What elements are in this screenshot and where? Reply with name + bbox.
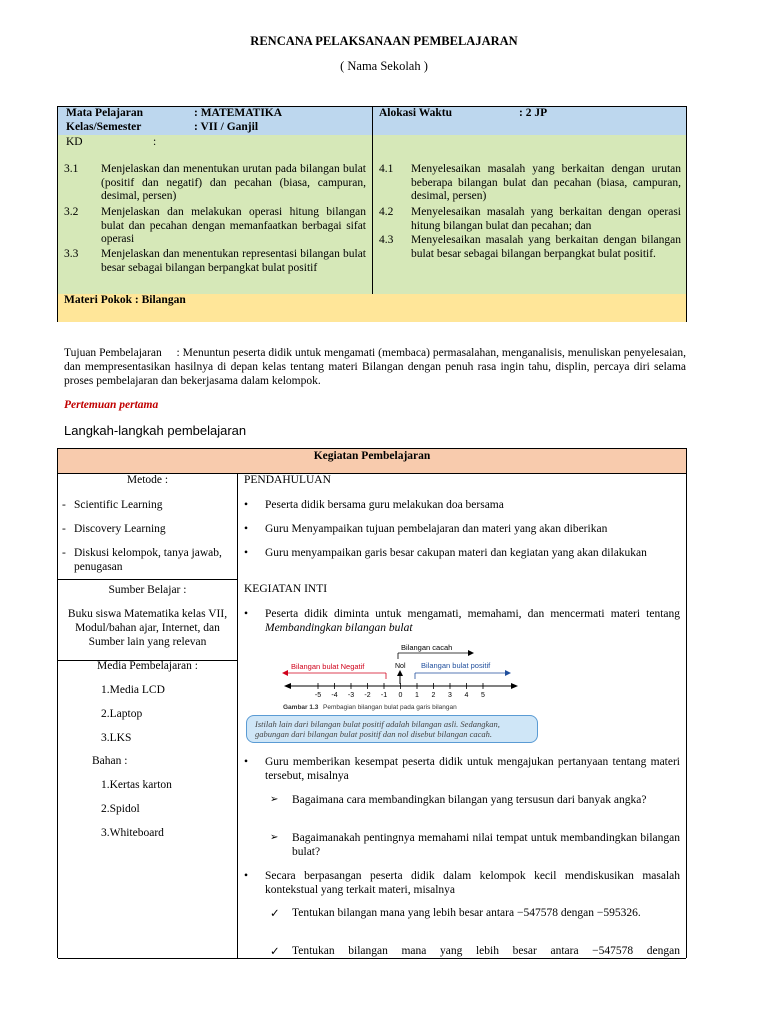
kd-colon: :	[153, 136, 157, 148]
inti-item-italic: Membandingkan bilangan bulat	[265, 622, 413, 634]
bahan-item: 1.Kertas karton	[101, 779, 172, 791]
positif-label: Bilangan bulat positif	[421, 661, 491, 670]
kd-text: Menjelaskan dan melakukan operasi hitung bilangan bulat dan pecahan dengan memanfaatkan berbagai sifat operasi	[101, 206, 366, 245]
bahan-item: 2.Spidol	[101, 803, 140, 815]
tick-label: 4	[464, 692, 469, 699]
media-label: Media Pembelajaran :	[97, 660, 198, 672]
tujuan-paragraph	[64, 346, 686, 388]
tujuan-text: : Menuntun peserta didik untuk mengamati (membaca) permasalahan, menganalisis, menuliskan penyelesaian, dan mempresentasikan hasilnya di depan kelas tentang materi Bilangan dengan penuh rasa ingin tahu, displin, percaya diri selama proses pembelajaran dan bekerjasama dalam kelompok.	[64, 347, 687, 387]
caption-bold: Gambar 1.3	[283, 704, 319, 711]
kegiatan-header	[58, 449, 686, 474]
kd-text: Menjelaskan dan menentukan representasi bilangan bulat besar sebagai bilangan berpangkat bulat positif	[101, 248, 366, 274]
tick-label: -5	[314, 692, 322, 699]
note-box: Istilah lain dari bilangan bulat positif adalah bilangan asli. Sedangkan, gabungan dari bilangan bulat positif dan nol disebut bilangan cacah.	[246, 715, 538, 743]
tick-label: -1	[380, 692, 388, 699]
tick-label: -2	[364, 692, 371, 699]
tick-label: 2	[431, 692, 436, 699]
kd-number: 4.3	[379, 234, 394, 246]
row-divider	[58, 579, 237, 580]
sumber-label: Sumber Belajar :	[108, 584, 187, 596]
tujuan-label: Tujuan Pembelajaran	[64, 347, 162, 359]
media-item: 3.LKS	[101, 732, 132, 744]
mapel-value: : MATEMATIKA	[194, 107, 283, 119]
kd-text: Menyelesaikan masalah yang berkaitan dengan operasi hitung bilangan bulat dan pecahan; dan	[411, 206, 681, 232]
alokasi-label: Alokasi Waktu	[379, 107, 452, 119]
kd-text: Menyelesaikan masalah yang berkaitan dengan urutan beberapa bilangan bulat dan pecahan (biasa, campuran, desimal, persen)	[411, 163, 681, 202]
inti-label: KEGIATAN INTI	[244, 583, 328, 595]
alokasi-value: : 2 JP	[519, 107, 548, 119]
sumber-text: Buku siswa Matematika kelas VII, Modul/bahan ajar, Internet, dan Sumber lain yang relevan	[67, 608, 228, 648]
tick-label: -3	[347, 692, 355, 699]
metode-label: Metode :	[126, 474, 169, 486]
kelas-label: Kelas/Semester	[66, 121, 142, 133]
kd-number: 4.2	[379, 206, 394, 218]
table-bottom	[58, 958, 686, 959]
langkah-heading: Langkah-langkah pembelajaran	[64, 423, 247, 438]
kd-number: 3.2	[64, 206, 79, 218]
column-divider	[237, 473, 238, 959]
number-line-figure	[243, 641, 543, 746]
caption-text: Pembagian bilangan bulat pada garis bilangan	[323, 704, 457, 711]
materi-row	[58, 294, 686, 322]
column-divider	[372, 107, 373, 294]
kegiatan-title: Kegiatan Pembelajaran	[313, 450, 431, 462]
kd-text: Menyelesaikan masalah yang berkaitan dengan bilangan bulat besar sebagai bilangan berpangkat bulat positif.	[411, 234, 681, 260]
kelas-value: : VII / Ganjil	[194, 121, 259, 133]
header-table	[57, 106, 687, 322]
pendahuluan-label: PENDAHULUAN	[244, 474, 331, 486]
kd-number: 3.1	[64, 163, 79, 175]
cacah-label: Bilangan cacah	[401, 643, 453, 652]
materi-pokok: Materi Pokok : Bilangan	[64, 294, 186, 306]
tick-label: 0	[398, 692, 403, 699]
kegiatan-table: Kegiatan Pembelajaran Metode : - Scientific Learning - Discovery Learning - Diskusi kelompok, tanya jawab, penugasan Sumber Belajar : Buku siswa Matematika kelas VII, Modul/bahan ajar, Internet, dan Sumber lain yang relevan Media Pembelajaran : 1.Media LCD 2.Laptop 3.LKS Bahan : 1.Kertas karton 2.Spidol 3.Whiteboard PENDAHULUAN • Peserta didik bersama guru melakukan doa bersama • Guru Menyampaikan tujuan pembelajaran dan materi yang akan diberikan • Guru menyampaikan garis besar cakupan materi dan kegiatan yang akan dilakukan KEGIATAN INTI • Peserta didik diminta untuk mengamati, memahami, dan mencermati materi tentang Membandingkan bilangan bulat • Guru memberikan kesempat peserta didik untuk mengajukan pertanyaan tentang materi tersebut, misalnya ➢ Bagaimana cara membandingkan bilangan yang tersusun dari banyak angka? ➢ Bagaimanakah pentingnya memahami nilai tempat untuk membandingkan bilangan bulat? • Secara berpasangan peserta didik dalam kelompok kecil mendiskusikan masalah kontekstual yang terkait materi, misalnya ✓ Tentukan bilangan mana yang lebih besar antara −547578 dengan −595326. ✓ Tentukan bilangan mana yang lebih besar antara −547578 dengan	[57, 448, 687, 958]
inti-item-text: Peserta didik diminta untuk mengamati, memahami, dan mencermati materi tentang	[265, 608, 680, 620]
media-item: 2.Laptop	[101, 708, 143, 720]
media-item: 1.Media LCD	[101, 684, 165, 696]
pertemuan-heading: Pertemuan pertama	[64, 399, 159, 411]
tick-label: -4	[331, 692, 338, 699]
tick-label: 1	[415, 692, 419, 699]
negatif-label: Bilangan bulat Negatif	[291, 662, 365, 671]
number-line-svg	[243, 641, 543, 713]
kd-label: KD	[66, 136, 83, 148]
kd-number: 4.1	[379, 163, 394, 175]
bahan-item: 3.Whiteboard	[101, 827, 164, 839]
mapel-label: Mata Pelajaran	[66, 107, 143, 119]
check-item: ✓ Tentukan bilangan mana yang lebih besar antara −547578 dengan	[270, 944, 680, 958]
bahan-label: Bahan :	[92, 755, 128, 767]
doc-title: RENCANA PELAKSANAAN PEMBELAJARAN	[250, 34, 518, 48]
kd-number: 3.3	[64, 248, 79, 260]
school-name: ( Nama Sekolah )	[340, 59, 428, 73]
tick-label: 5	[481, 692, 485, 699]
tick-label: 3	[448, 692, 452, 699]
nol-label: Nol	[395, 663, 406, 670]
kd-text: Menjelaskan dan menentukan urutan pada bilangan bulat (positif dan negatif) dan pecahan (biasa, campuran, desimal, persen)	[101, 163, 366, 202]
